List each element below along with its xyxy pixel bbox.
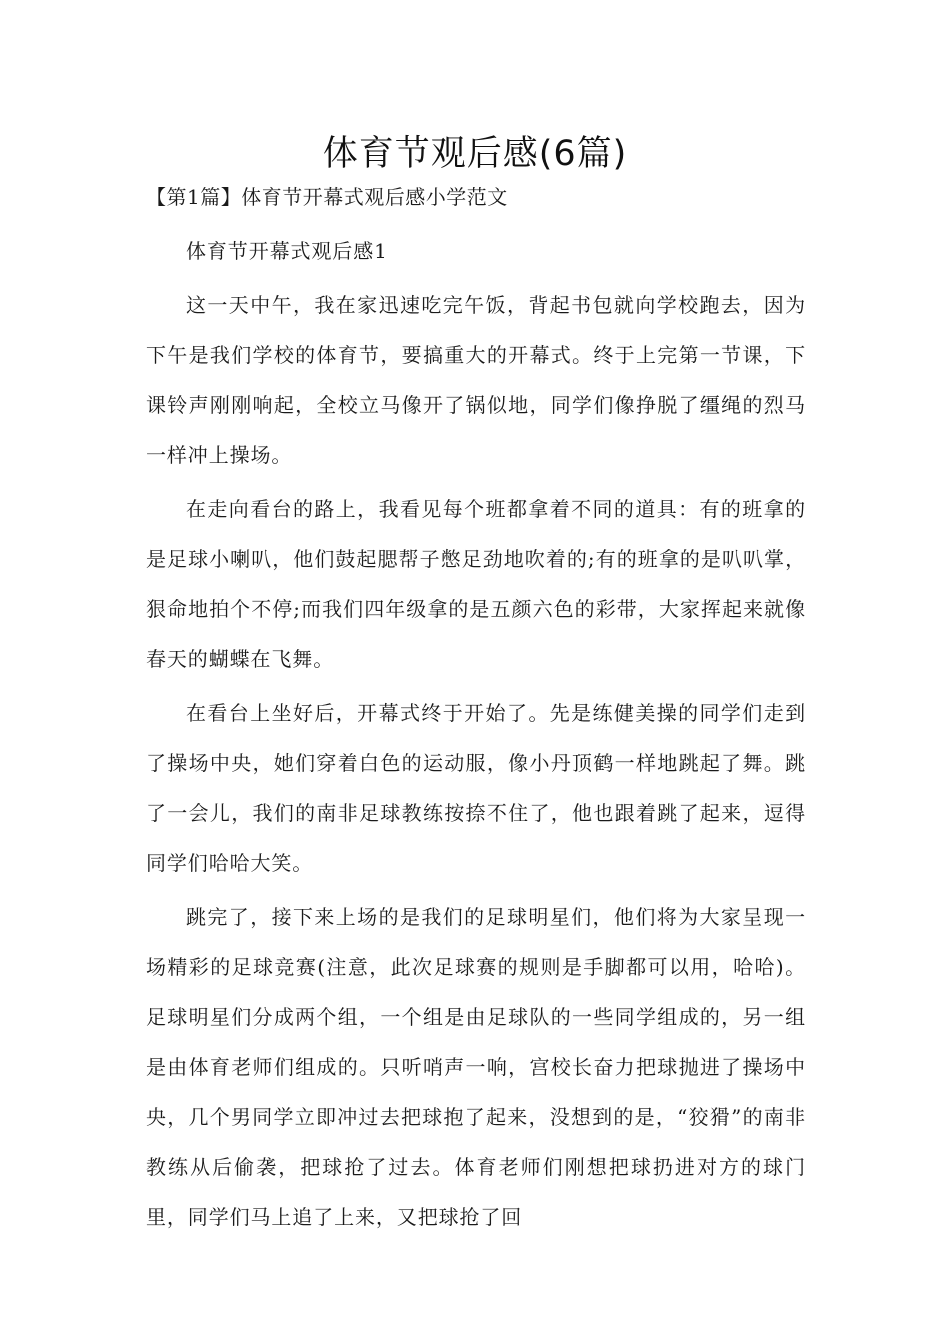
paragraph: 在看台上坐好后，开幕式终于开始了。先是练健美操的同学们走到了操场中央，她们穿着白色的运动服，像小丹顶鹤一样地跳起了舞。跳了一会儿，我们的南非足球教练按捺不住了，他也跟着跳了起来，逗得同学们哈哈大笑。 [146,701,806,875]
document-title: 体育节观后感(6篇) [322,134,628,174]
paragraph-subtitle: 体育节开幕式观后感1 [186,239,388,263]
paragraph: 跳完了，接下来上场的是我们的足球明星们，他们将为大家呈现一场精彩的足球竞赛(注意，此次足球赛的规则是手脚都可以用，哈哈)。足球明星们分成两个组，一个组是由足球队的一些同学组成的，另一组是由体育老师们组成的。只听哨声一响，宫校长奋力把球抛进了操场中央，几个男同学立即冲过去把球抱了起来，没想到的是，“狡猾”的南非教练从后偷袭，把球抢了过去。体育老师们刚想把球扔进对方的球门里，同学们马上追了上来，又把球抢了回 [146,905,806,1229]
section-heading: 【第1篇】体育节开幕式观后感小学范文 [146,185,508,209]
document-body [146,180,806,1242]
paragraph: 这一天中午，我在家迅速吃完午饭，背起书包就向学校跑去，因为下午是我们学校的体育节，要搞重大的开幕式。终于上完第一节课，下课铃声刚刚响起，全校立马像开了锅似地，同学们像挣脱了缰绳的烈马一样冲上操场。 [146,293,806,467]
paragraph: 在走向看台的路上，我看见每个班都拿着不同的道具：有的班拿的是足球小喇叭，他们鼓起腮帮子憋足劲地吹着的;有的班拿的是叭叭掌，狠命地拍个不停;而我们四年级拿的是五颜六色的彩带，大家挥起来就像春天的蝴蝶在飞舞。 [146,497,806,671]
